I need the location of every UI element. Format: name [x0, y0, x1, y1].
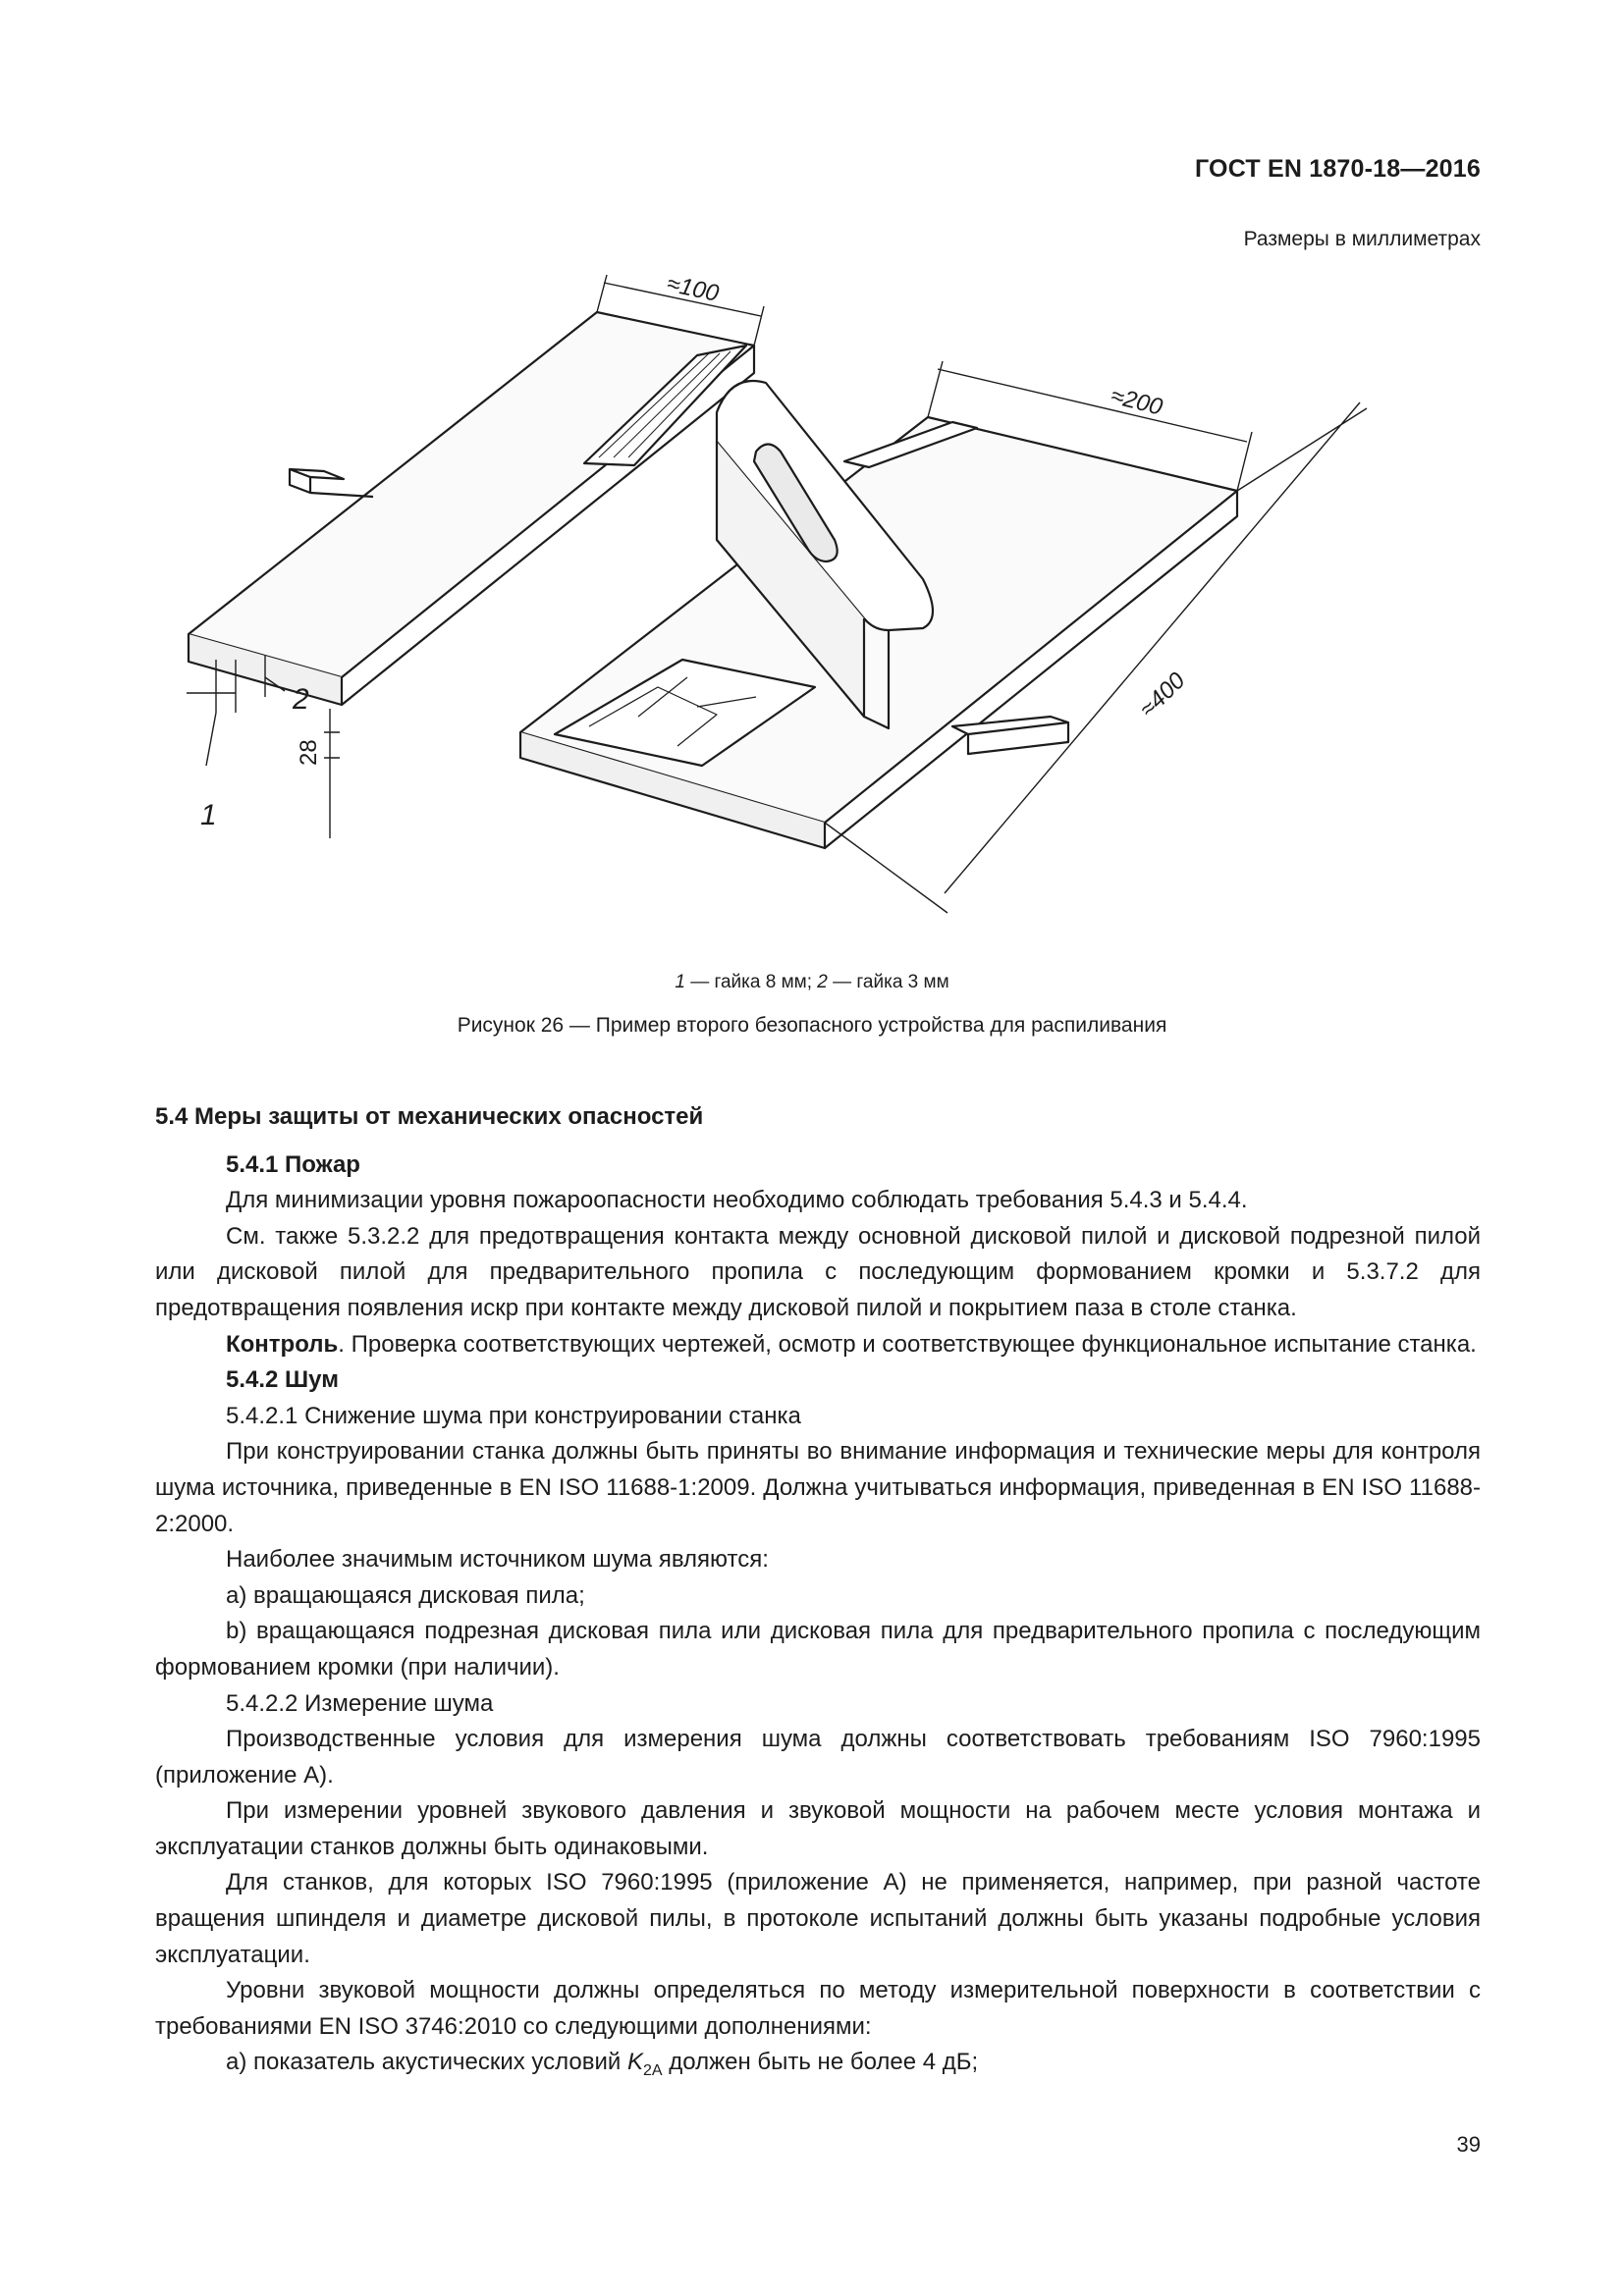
isometric-drawing [167, 255, 1473, 962]
paragraph: Производственные условия для измерения шума должны соответствовать требованиям ISO 7960:1995 (приложение А). [155, 1726, 1481, 1789]
legend-item1-number: 1 [675, 972, 685, 992]
figure-legend [0, 972, 1624, 993]
legend-item2-number: 2 [817, 972, 828, 992]
page-number: 39 [1456, 2132, 1481, 2157]
control-text: . Проверка соответствующих чертежей, осмотр и соответствующее функциональное испытание станка. [338, 1330, 1477, 1358]
callout-2: 2 [293, 683, 309, 716]
dim-length-label: ≈400 [1134, 667, 1191, 723]
paragraph: Уровни звуковой мощности должны определяться по методу измерительной поверхности в соответствии с требованиями EN ISO 3746:2010 со следующими дополнениями: [155, 1977, 1481, 2040]
document-standard-number: ГОСТ EN 1870-18—2016 [1195, 155, 1481, 183]
section-heading-5-4: 5.4 Меры защиты от механических опасностей [155, 1103, 704, 1130]
paragraph: При измерении уровней звукового давления и звуковой мощности на рабочем месте условия монтажа и эксплуатации станков должны быть одинаковыми. [155, 1797, 1481, 1860]
subsection-heading: 5.4.2.2 Измерение шума [226, 1689, 494, 1717]
dim-width-label: ≈100 [664, 270, 722, 307]
dim-length-top-label: ≈200 [1108, 382, 1165, 421]
control-label: Контроль [226, 1330, 339, 1358]
control-paragraph [155, 1327, 1481, 1363]
list-item: b) вращающаяся подрезная дисковая пила или дисковая пила для предварительного пропила с последующим формованием кромки (при наличии). [155, 1618, 1481, 1681]
paragraph: См. также 5.3.2.2 для предотвращения контакта между основной дисковой пилой и дисковой подрезной пилой или дисковой пилой для предварительного пропила с последующим формованием кромки и 5.3.7.2 для предотвращения появления искр при контакте между дисковой пилой и покрытием паза в столе станка. [155, 1222, 1481, 1321]
callout-1: 1 [200, 799, 217, 831]
fence-crossbar [290, 469, 344, 479]
paragraph: Наиболее значимым источником шума являются: [226, 1546, 769, 1574]
legend-item1-text: — гайка 8 мм; [684, 972, 818, 992]
dim-height-label: 28 [296, 739, 322, 766]
list-item-text: a) показатель акустических условий [226, 2049, 627, 2076]
figure-caption: Рисунок 26 — Пример второго безопасного устройства для распиливания [457, 1014, 1167, 1037]
subsection-heading: 5.4.2.1 Снижение шума при конструировании станка [226, 1402, 801, 1429]
list-item: a) вращающаяся дисковая пила; [226, 1581, 585, 1609]
paragraph: При конструировании станка должны быть приняты во внимание информация и технические меры для контроля шума источника, приведенные в EN ISO 11688-1:2009. Должна учитываться информация, приведенная в EN ISO 11688-2:2000. [155, 1438, 1481, 1537]
units-note: Размеры в миллиметрах [1243, 228, 1481, 250]
section-heading-5-4-1: 5.4.1 Пожар [226, 1150, 360, 1178]
symbol-subscript: 2A [643, 2062, 663, 2080]
paragraph: Для минимизации уровня пожароопасности необходимо соблюдать требования 5.4.3 и 5.4.4. [226, 1187, 1248, 1214]
list-item [155, 2045, 1481, 2090]
document-body [155, 1099, 1481, 2090]
symbol-k: K [626, 2049, 643, 2076]
list-item-text-end: должен быть не более 4 дБ; [662, 2049, 979, 2076]
figure-26-drawing [167, 255, 1473, 962]
section-heading-5-4-2: 5.4.2 Шум [226, 1366, 339, 1394]
base-crossbar [952, 717, 1068, 734]
paragraph: Для станков, для которых ISO 7960:1995 (приложение А) не применяется, например, при разной частоте вращения шпинделя и диаметре дисковой пилы, в протоколе испытаний должны быть указаны подробные условия эксплуатации. [155, 1869, 1481, 1968]
legend-item2-text: — гайка 3 мм [827, 972, 949, 992]
